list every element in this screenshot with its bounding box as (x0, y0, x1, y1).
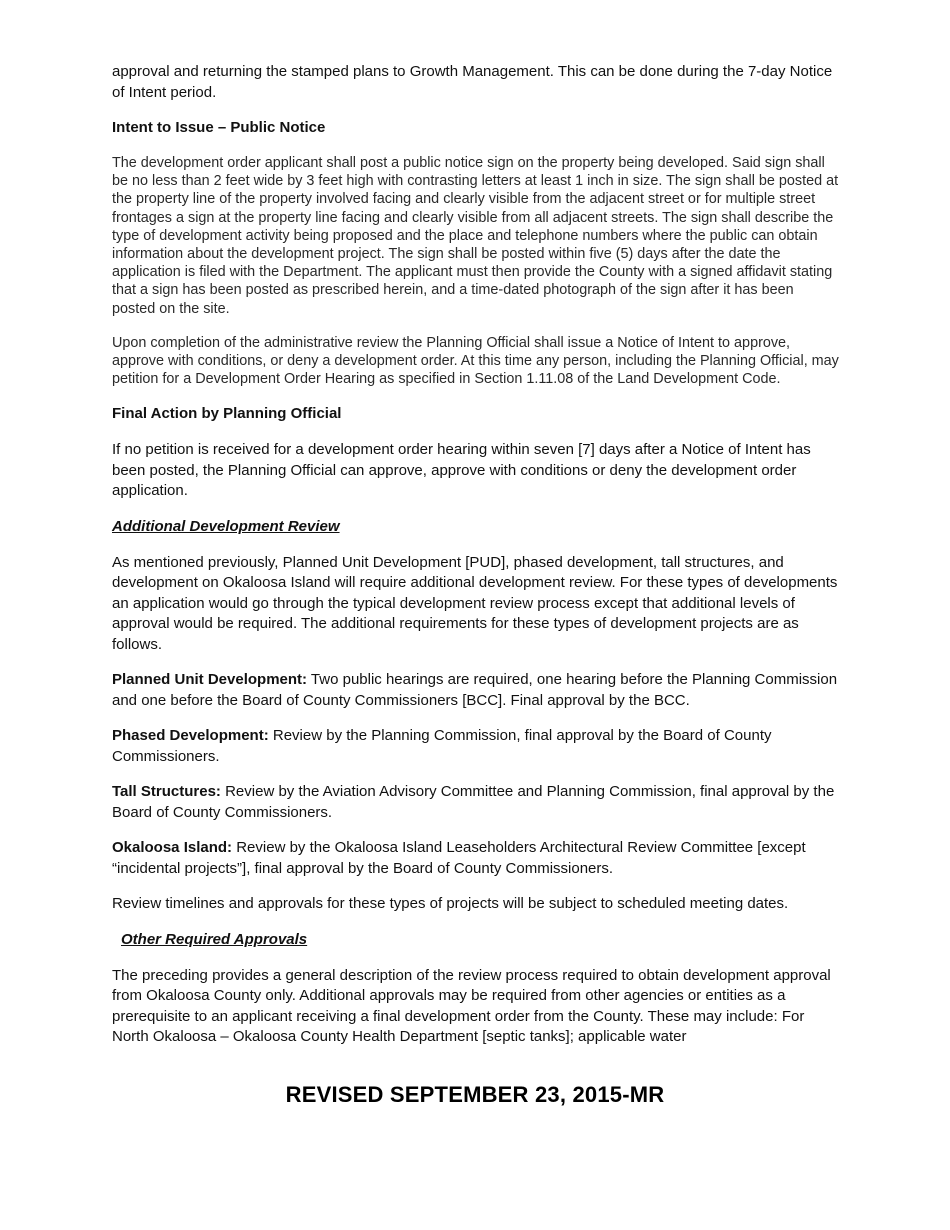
heading-intent-to-issue: Intent to Issue – Public Notice (112, 119, 326, 136)
review-item-pud (112, 670, 840, 711)
final-action-paragraph: If no petition is received for a development order hearing within seven [7] days after a Notice of Intent has been posted, the Planning Official can approve, approve with conditions or deny the development order application. (112, 441, 811, 500)
review-item-text: Review by the Aviation Advisory Committee and Planning Commission, final approval by the Board of County Commissioners. (112, 783, 835, 821)
public-notice-paragraph: The development order applicant shall post a public notice sign on the property being developed. Said sign shall be no less than 2 feet wide by 3 feet high with contrasting letters at least 1 inch in size. The sign shall be posted at the property line of the property involved facing and clearly visible from the adjacent street or for multiple street frontages a sign at the property line facing and clearly visible from all adjacent streets. The sign shall describe the type of development activity being proposed and the place and telephone numbers where the public can obtain information about the development project. The sign shall be posted within five (5) days after the date the application is filed with the Department. The applicant must then provide the County with a signed affidavit stating that a sign has been posted as prescribed herein, and a time-dated photograph of the sign after it has been posted on the site. (112, 155, 839, 317)
review-item-label: Phased Development: (112, 727, 269, 745)
heading-additional-review: Additional Development Review (112, 517, 340, 535)
review-item-label: Planned Unit Development: (112, 671, 308, 689)
document-page (112, 62, 840, 1063)
review-item-label: Okaloosa Island: (112, 839, 233, 857)
review-item-text: Review by the Planning Commission, final approval by the Board of County Commissioners. (112, 727, 772, 765)
timelines-paragraph: Review timelines and approvals for these types of projects will be subject to scheduled meeting dates. (112, 895, 789, 913)
review-item-label: Tall Structures: (112, 783, 221, 801)
other-approvals-paragraph: The preceding provides a general description of the review process required to obtain development approval from Okaloosa County only. Additional approvals may be required from other agencies or entities as a prerequisite to an applicant receiving a final development order from the County. These may include: For North Okaloosa – Okaloosa County Health Department [septic tanks]; applicable water (112, 966, 831, 1046)
revision-footer: REVISED SEPTEMBER 23, 2015-MR (285, 1082, 665, 1107)
review-item-text: Review by the Okaloosa Island Leaseholders Architectural Review Committee [except “incidental projects”], final approval by the Board of County Commissioners. (112, 839, 806, 877)
review-item-phased (112, 726, 840, 767)
administrative-review-paragraph: Upon completion of the administrative review the Planning Official shall issue a Notice of Intent to approve, approve with conditions, or deny a development order. At this time any person, including the Planning Official, may petition for a Development Order Hearing as specified in Section 1.11.08 of the Land Development Code. (112, 334, 839, 388)
review-item-tall-structures (112, 782, 840, 823)
heading-other-approvals: Other Required Approvals (121, 930, 308, 948)
additional-review-paragraph: As mentioned previously, Planned Unit Development [PUD], phased development, tall structures, and development on Okaloosa Island will require additional development review. For these types of developments an application would go through the typical development review process except that additional levels of approval would be required. The additional requirements for these types of development projects are as follows. (112, 553, 838, 653)
review-item-text: Two public hearings are required, one hearing before the Planning Commission and one before the Board of County Commissioners [BCC]. Final approval by the BCC. (112, 671, 838, 709)
intro-paragraph: approval and returning the stamped plans to Growth Management. This can be done during the 7-day Notice of Intent period. (112, 63, 833, 101)
review-item-okaloosa-island (112, 838, 840, 879)
heading-final-action: Final Action by Planning Official (112, 405, 342, 423)
